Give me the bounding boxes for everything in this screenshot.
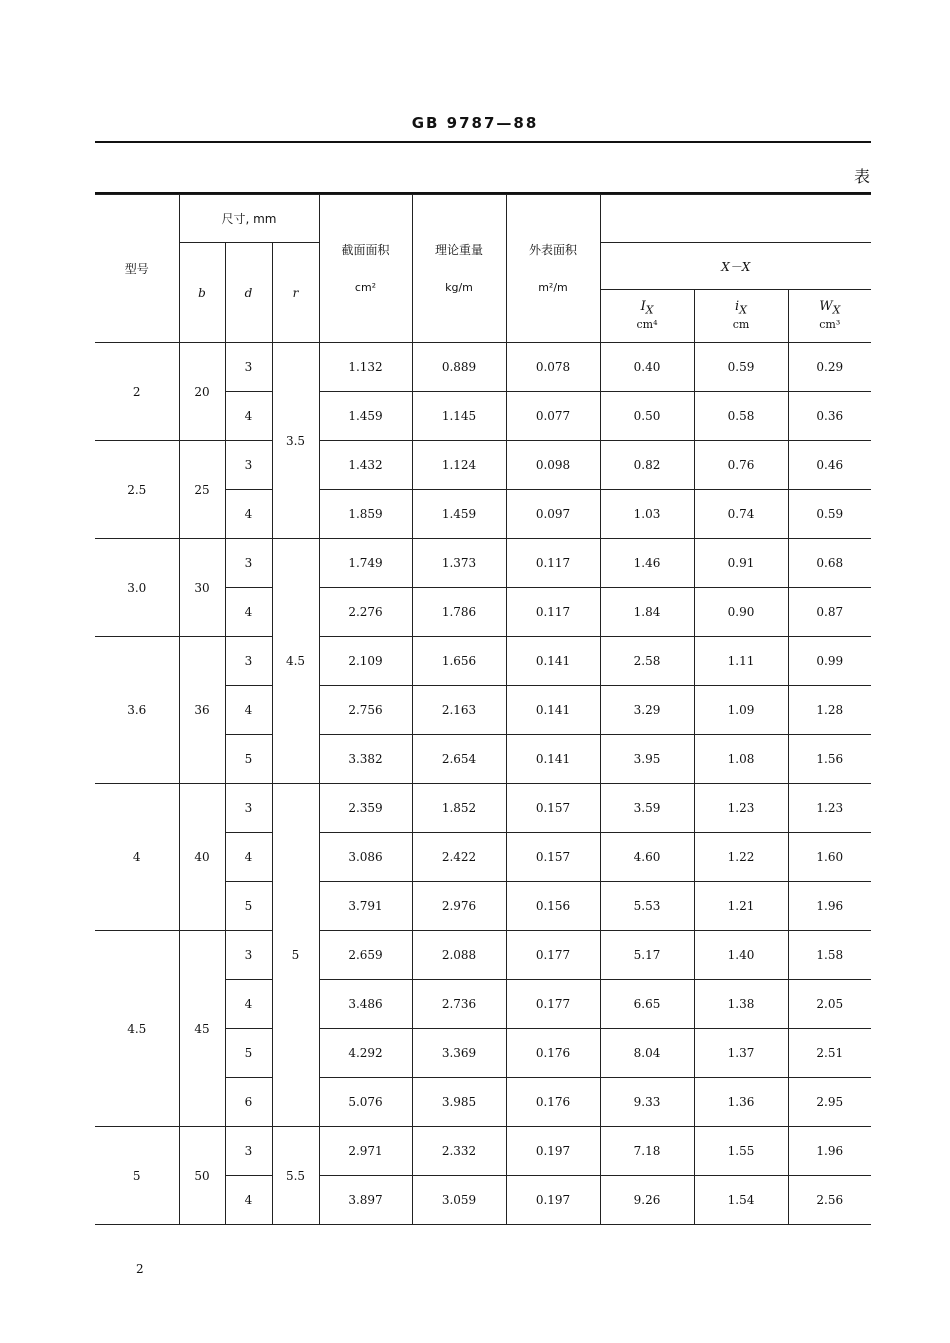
area-cell: 3.791 (319, 882, 412, 931)
ix-value-cell: 5.53 (600, 882, 694, 931)
ix-value-cell: 6.65 (600, 980, 694, 1029)
wx-value-cell: 1.56 (788, 735, 871, 784)
ix-value-cell: 1.46 (600, 539, 694, 588)
page-number: 2 (136, 1262, 144, 1276)
rx-value-cell: 0.91 (694, 539, 788, 588)
weight-cell: 2.422 (412, 833, 506, 882)
area-cell: 1.432 (319, 441, 412, 490)
surface-cell: 0.097 (506, 490, 600, 539)
d-cell: 3 (225, 637, 272, 686)
rx-value-cell: 1.08 (694, 735, 788, 784)
table-row (95, 441, 871, 490)
surface-cell: 0.156 (506, 882, 600, 931)
surface-cell: 0.157 (506, 784, 600, 833)
ix-value-cell: 9.26 (600, 1176, 694, 1225)
d-cell: 3 (225, 931, 272, 980)
d-cell: 3 (225, 784, 272, 833)
d-cell: 4 (225, 588, 272, 637)
header-blank (600, 195, 871, 243)
d-cell: 5 (225, 1029, 272, 1078)
rx-value-cell: 0.90 (694, 588, 788, 637)
surface-cell: 0.077 (506, 392, 600, 441)
area-cell: 2.359 (319, 784, 412, 833)
area-cell: 1.132 (319, 343, 412, 392)
b-cell: 45 (179, 931, 225, 1127)
weight-cell: 0.889 (412, 343, 506, 392)
area-cell: 5.076 (319, 1078, 412, 1127)
rx-value-cell: 1.22 (694, 833, 788, 882)
surface-cell: 0.157 (506, 833, 600, 882)
table-row (95, 343, 871, 392)
table-row (95, 1127, 871, 1176)
ix-value-cell: 0.82 (600, 441, 694, 490)
surface-cell: 0.141 (506, 686, 600, 735)
weight-cell: 3.369 (412, 1029, 506, 1078)
ix-value-cell: 3.29 (600, 686, 694, 735)
d-cell: 5 (225, 735, 272, 784)
wx-header: $W_X$ cm³ (788, 290, 871, 343)
dimensions-header: 尺寸, mm (179, 195, 319, 243)
b-cell: 50 (179, 1127, 225, 1225)
ix-value-cell: 1.03 (600, 490, 694, 539)
area-cell: 2.971 (319, 1127, 412, 1176)
wx-value-cell: 1.96 (788, 1127, 871, 1176)
b-header: b (179, 243, 225, 343)
weight-cell: 1.145 (412, 392, 506, 441)
model-cell: 2.5 (95, 441, 179, 539)
surface-cell: 0.078 (506, 343, 600, 392)
rx-value-cell: 1.36 (694, 1078, 788, 1127)
b-cell: 40 (179, 784, 225, 931)
rx-value-cell: 1.11 (694, 637, 788, 686)
ix-value-cell: 2.58 (600, 637, 694, 686)
rx-header: $i_X$ cm (694, 290, 788, 343)
rx-value-cell: 1.40 (694, 931, 788, 980)
table-row (95, 539, 871, 588)
d-header: d (225, 243, 272, 343)
xx-axis-header: X－X (600, 243, 871, 290)
d-cell: 3 (225, 1127, 272, 1176)
model-cell: 3.6 (95, 637, 179, 784)
weight-cell: 1.786 (412, 588, 506, 637)
rx-value-cell: 1.38 (694, 980, 788, 1029)
table-row (95, 637, 871, 686)
surface-cell: 0.141 (506, 735, 600, 784)
model-cell: 4.5 (95, 931, 179, 1127)
weight-cell: 2.976 (412, 882, 506, 931)
weight-cell: 2.088 (412, 931, 506, 980)
surface-cell: 0.098 (506, 441, 600, 490)
rx-value-cell: 1.21 (694, 882, 788, 931)
wx-value-cell: 0.29 (788, 343, 871, 392)
d-cell: 3 (225, 441, 272, 490)
surface-cell: 0.117 (506, 588, 600, 637)
wx-value-cell: 0.59 (788, 490, 871, 539)
wx-value-cell: 0.36 (788, 392, 871, 441)
area-cell: 3.086 (319, 833, 412, 882)
weight-cell: 1.852 (412, 784, 506, 833)
ix-value-cell: 0.40 (600, 343, 694, 392)
rx-value-cell: 1.23 (694, 784, 788, 833)
wx-value-cell: 0.46 (788, 441, 871, 490)
ix-value-cell: 4.60 (600, 833, 694, 882)
rx-value-cell: 0.76 (694, 441, 788, 490)
wx-value-cell: 1.23 (788, 784, 871, 833)
d-cell: 4 (225, 833, 272, 882)
weight-cell: 2.654 (412, 735, 506, 784)
r-cell: 5 (272, 784, 319, 1127)
model-cell: 4 (95, 784, 179, 931)
d-cell: 4 (225, 1176, 272, 1225)
area-cell: 2.276 (319, 588, 412, 637)
d-cell: 3 (225, 343, 272, 392)
rx-value-cell: 0.58 (694, 392, 788, 441)
wx-value-cell: 2.56 (788, 1176, 871, 1225)
surface-cell: 0.141 (506, 637, 600, 686)
surface-cell: 0.117 (506, 539, 600, 588)
d-cell: 4 (225, 490, 272, 539)
area-cell: 3.486 (319, 980, 412, 1029)
surface-cell: 0.176 (506, 1029, 600, 1078)
weight-cell: 1.124 (412, 441, 506, 490)
weight-cell: 2.736 (412, 980, 506, 1029)
area-cell: 1.459 (319, 392, 412, 441)
rx-value-cell: 1.55 (694, 1127, 788, 1176)
b-cell: 20 (179, 343, 225, 441)
surface-cell: 0.197 (506, 1176, 600, 1225)
area-cell: 4.292 (319, 1029, 412, 1078)
area-cell: 2.756 (319, 686, 412, 735)
r-cell: 5.5 (272, 1127, 319, 1225)
ix-value-cell: 5.17 (600, 931, 694, 980)
ix-value-cell: 8.04 (600, 1029, 694, 1078)
header-rule (95, 141, 871, 143)
weight-cell: 1.373 (412, 539, 506, 588)
wx-value-cell: 1.96 (788, 882, 871, 931)
d-cell: 6 (225, 1078, 272, 1127)
table-row (95, 931, 871, 980)
d-cell: 4 (225, 980, 272, 1029)
area-cell: 2.109 (319, 637, 412, 686)
rx-value-cell: 0.59 (694, 343, 788, 392)
table-body (95, 343, 871, 1225)
d-cell: 3 (225, 539, 272, 588)
ix-value-cell: 3.95 (600, 735, 694, 784)
b-cell: 36 (179, 637, 225, 784)
weight-cell: 2.163 (412, 686, 506, 735)
model-header: 型号 (95, 195, 179, 343)
wx-value-cell: 2.51 (788, 1029, 871, 1078)
ix-value-cell: 3.59 (600, 784, 694, 833)
weight-cell: 2.332 (412, 1127, 506, 1176)
weight-cell: 1.459 (412, 490, 506, 539)
d-cell: 4 (225, 392, 272, 441)
r-cell: 3.5 (272, 343, 319, 539)
ix-value-cell: 9.33 (600, 1078, 694, 1127)
area-cell: 3.382 (319, 735, 412, 784)
ix-value-cell: 0.50 (600, 392, 694, 441)
d-cell: 5 (225, 882, 272, 931)
ix-header: $I_X$ cm⁴ (600, 290, 694, 343)
area-cell: 1.749 (319, 539, 412, 588)
r-header: r (272, 243, 319, 343)
wx-value-cell: 0.68 (788, 539, 871, 588)
surface-cell: 0.197 (506, 1127, 600, 1176)
area-cell: 3.897 (319, 1176, 412, 1225)
d-cell: 4 (225, 686, 272, 735)
r-cell: 4.5 (272, 539, 319, 784)
wx-value-cell: 0.99 (788, 637, 871, 686)
table-label: 表 (853, 167, 870, 186)
rx-value-cell: 0.74 (694, 490, 788, 539)
angle-steel-table (95, 194, 871, 1225)
weight-header: 理论重量 kg/m (412, 195, 506, 343)
model-cell: 5 (95, 1127, 179, 1225)
wx-value-cell: 0.87 (788, 588, 871, 637)
surface-cell: 0.177 (506, 980, 600, 1029)
table-row (95, 784, 871, 833)
weight-cell: 3.059 (412, 1176, 506, 1225)
b-cell: 30 (179, 539, 225, 637)
b-cell: 25 (179, 441, 225, 539)
weight-cell: 3.985 (412, 1078, 506, 1127)
wx-value-cell: 1.60 (788, 833, 871, 882)
model-cell: 3.0 (95, 539, 179, 637)
area-cell: 1.859 (319, 490, 412, 539)
rx-value-cell: 1.54 (694, 1176, 788, 1225)
surface-header: 外表面积 m²/m (506, 195, 600, 343)
wx-value-cell: 2.05 (788, 980, 871, 1029)
ix-value-cell: 7.18 (600, 1127, 694, 1176)
surface-cell: 0.176 (506, 1078, 600, 1127)
rx-value-cell: 1.09 (694, 686, 788, 735)
standard-number: GB 9787—88 (411, 114, 539, 132)
ix-value-cell: 1.84 (600, 588, 694, 637)
model-cell: 2 (95, 343, 179, 441)
wx-value-cell: 1.58 (788, 931, 871, 980)
area-cell: 2.659 (319, 931, 412, 980)
wx-value-cell: 1.28 (788, 686, 871, 735)
weight-cell: 1.656 (412, 637, 506, 686)
wx-value-cell: 2.95 (788, 1078, 871, 1127)
area-header: 截面面积 cm² (319, 195, 412, 343)
rx-value-cell: 1.37 (694, 1029, 788, 1078)
surface-cell: 0.177 (506, 931, 600, 980)
